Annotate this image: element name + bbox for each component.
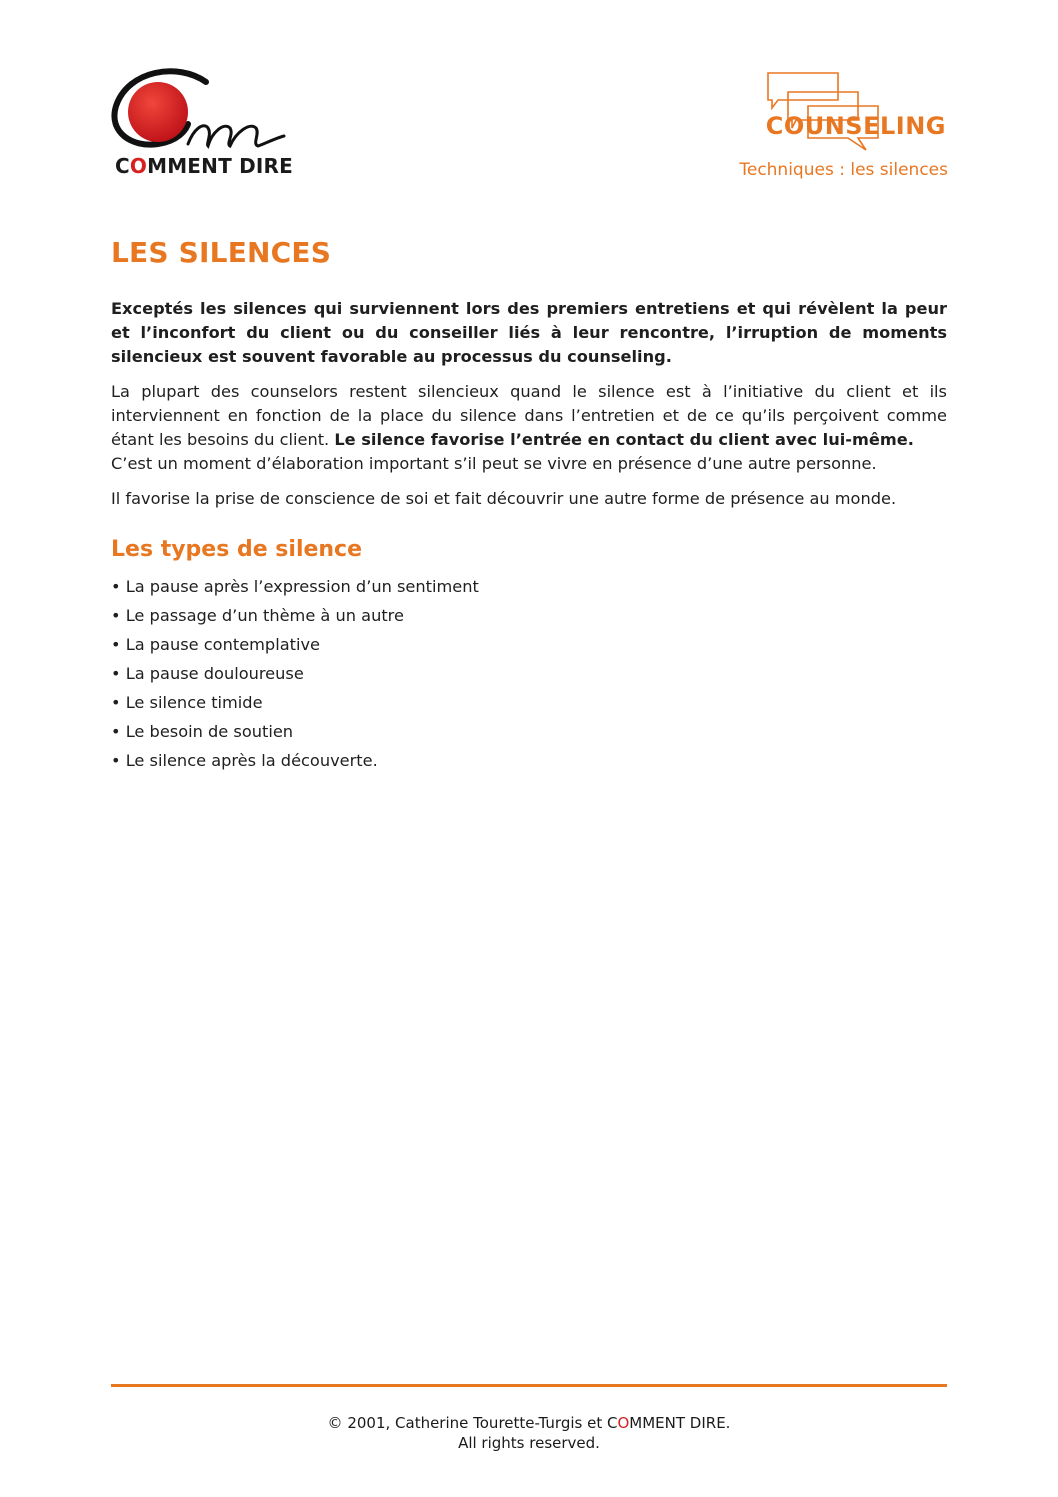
paragraph-1-line2: C’est un moment d’élaboration important s’il peut se vivre en présence d’une autre personne. <box>111 454 877 473</box>
counseling-brand <box>739 70 948 190</box>
comment-dire-logo <box>108 66 308 184</box>
paragraph-1-text: La plupart des counselors restent silencieux quand le silence est à l’initiative du client et ils interviennent en fonction de la place du silence dans l’entretien et de ce qu’ils perçoivent comme étant les besoins du client. <box>111 382 947 449</box>
list-item: • La pause douloureuse <box>111 659 947 688</box>
list-item: • Le besoin de soutien <box>111 717 947 746</box>
list-item: • La pause contemplative <box>111 630 947 659</box>
list-item: • Le silence timide <box>111 688 947 717</box>
brand-title: COUNSELING <box>765 112 946 140</box>
logo-wordmark: COMMENT DIRE <box>115 154 294 178</box>
copyright-line: © 2001, Catherine Tourette-Turgis et COMMENT DIRE. <box>327 1414 731 1432</box>
logo-mark-icon <box>108 66 308 156</box>
section-title: Les types de silence <box>111 537 363 562</box>
footer <box>0 1413 1058 1453</box>
list-item: • Le passage d’un thème à un autre <box>111 601 947 630</box>
footer-divider <box>111 1384 947 1387</box>
main-content <box>111 236 947 775</box>
paragraph-1-bold: Le silence favorise l’entrée en contact du client avec lui-même. <box>334 430 914 449</box>
rights-line: All rights reserved. <box>458 1434 600 1452</box>
paragraph-1 <box>111 380 947 476</box>
intro-paragraph: Exceptés les silences qui surviennent lors des premiers entretiens et qui révèlent la peur et l’inconfort du client ou du conseiller liés à leur rencontre, l’irruption de moments silencieux est souvent favorable au processus du counseling. <box>111 299 947 366</box>
brand-subtitle: Techniques : les silences <box>739 160 948 180</box>
list-item: • La pause après l’expression d’un sentiment <box>111 572 947 601</box>
list-item: • Le silence après la découverte. <box>111 746 947 775</box>
page-title: LES SILENCES <box>111 236 332 269</box>
paragraph-2: Il favorise la prise de conscience de soi et fait découvrir une autre forme de présence au monde. <box>111 489 897 508</box>
silence-types-list <box>111 572 947 775</box>
